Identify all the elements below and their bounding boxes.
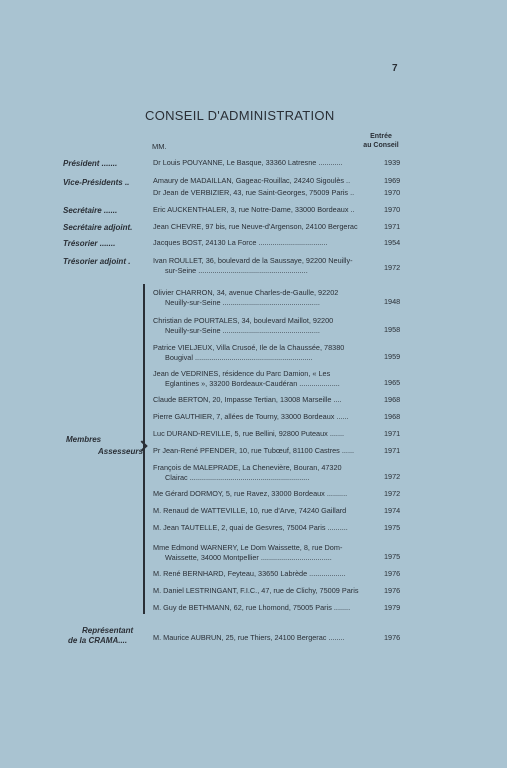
list-item: M. Daniel LESTRINGANT, F.I.C., 47, rue de Clichy, 75009 Paris — [153, 586, 359, 595]
list-item: Eric AUCKENTHALER, 3, rue Notre-Dame, 33000 Bordeaux .. — [153, 205, 355, 214]
list-item: Jean de VEDRINES, résidence du Parc Damion, « Les Eglantines », 33200 Bordeaux-Caudéran .................... — [153, 369, 340, 388]
entry-year: 1968 — [384, 395, 401, 404]
list-item: Christian de POURTALES, 34, boulevard Maillot, 92200 Neuilly-sur-Seine ................................................ — [153, 316, 334, 335]
entry-year: 1974 — [384, 506, 401, 515]
entry-year: 1939 — [384, 158, 401, 167]
entry-year: 1976 — [384, 586, 401, 595]
page-title: CONSEIL D'ADMINISTRATION — [145, 108, 335, 123]
list-item: Dr Louis POUYANNE, Le Basque, 33360 Latresne ............ — [153, 158, 343, 167]
entry-year: 1965 — [384, 378, 401, 387]
entry-year: 1972 — [384, 263, 401, 272]
list-item: Jacques BOST, 24130 La Force .................................. — [153, 238, 328, 247]
role-membres: Membres — [66, 435, 102, 444]
role-secretaire: Secrétaire ...... — [63, 206, 118, 215]
entry-year: 1971 — [384, 446, 401, 455]
list-item: M. René BERNHARD, Feyteau, 33650 Labrède .................. — [153, 569, 346, 578]
entry-year: 1976 — [384, 633, 401, 642]
role-president: Président ....... — [63, 159, 118, 168]
list-item: Pierre GAUTHIER, 7, allées de Tourny, 33000 Bordeaux ...... — [153, 412, 349, 421]
role-de-la-crama: de la CRAMA.... — [68, 636, 128, 645]
list-item: Jean CHEVRE, 97 bis, rue Neuve-d'Argenson, 24100 Bergerac — [153, 222, 358, 231]
entry-year: 1975 — [384, 523, 401, 532]
list-item: Dr Jean de VERBIZIER, 43, rue Saint-Georges, 75009 Paris .. — [153, 188, 355, 197]
list-item: François de MALEPRADE, La Chenevière, Bouran, 47320 Clairac ........................................................... — [153, 463, 342, 482]
role-tresorier: Trésorier ....... — [63, 239, 116, 248]
list-item: Claude BERTON, 20, Impasse Tertian, 13008 Marseille .... — [153, 395, 342, 404]
entry-year: 1968 — [384, 412, 401, 421]
page-number: 7 — [392, 63, 398, 74]
list-item: Mme Edmond WARNERY, Le Dom Waissette, 8, rue Dom- Waissette, 34000 Montpellier ................................... — [153, 543, 343, 562]
role-assesseurs: Assesseurs — [98, 447, 143, 456]
au-conseil-label: au Conseil — [363, 142, 399, 149]
entry-year: 1970 — [384, 188, 401, 197]
mm-label: MM. — [152, 142, 167, 151]
entry-year: 1979 — [384, 603, 401, 612]
entry-year: 1976 — [384, 569, 401, 578]
list-item: M. Guy de BETHMANN, 62, rue Lhomond, 75005 Paris ........ — [153, 603, 351, 612]
entree-label: Entrée — [370, 133, 392, 140]
entry-year: 1975 — [384, 552, 401, 561]
entry-year: 1971 — [384, 429, 401, 438]
role-representant: Représentant — [82, 626, 134, 635]
entry-year: 1970 — [384, 205, 401, 214]
entry-year: 1971 — [384, 222, 401, 231]
entree-au-conseil-header — [355, 132, 407, 150]
list-item: Patrice VIELJEUX, Villa Crusoé, Ile de la Chaussée, 78380 Bougival .......................................................... — [153, 343, 345, 362]
entry-year: 1972 — [384, 489, 401, 498]
entry-year: 1954 — [384, 238, 401, 247]
list-item: Pr Jean-René PFENDER, 10, rue Tubœuf, 81100 Castres ...... — [153, 446, 355, 455]
entry-year: 1972 — [384, 472, 401, 481]
list-item: Luc DURAND-REVILLE, 5, rue Bellini, 92800 Puteaux ....... — [153, 429, 345, 438]
list-item: M. Jean TAUTELLE, 2, quai de Gesvres, 75004 Paris .......... — [153, 523, 348, 532]
entry-year: 1958 — [384, 325, 401, 334]
list-item: Ivan ROULLET, 36, boulevard de la Saussaye, 92200 Neuilly- sur-Seine ...................................................... — [153, 256, 353, 275]
list-item: Amaury de MADAILLAN, Gageac-Rouillac, 24240 Sigoulès .. — [153, 176, 351, 185]
list-item: M. Renaud de WATTEVILLE, 10, rue d'Arve, 74240 Gaillard — [153, 506, 347, 515]
role-secretaire-adjoint: Secrétaire adjoint. — [63, 223, 133, 232]
role-vice-presidents: Vice-Présidents .. — [63, 178, 130, 187]
role-tresorier-adjoint: Trésorier adjoint . — [63, 257, 131, 266]
entry-year: 1959 — [384, 352, 401, 361]
list-item: Olivier CHARRON, 34, avenue Charles-de-Gaulle, 92202 Neuilly-sur-Seine ................................................ — [153, 288, 339, 307]
entry-year: 1969 — [384, 176, 401, 185]
list-item: Me Gérard DORMOY, 5, rue Ravez, 33000 Bordeaux .......... — [153, 489, 348, 498]
list-item: M. Maurice AUBRUN, 25, rue Thiers, 24100 Bergerac ........ — [153, 633, 345, 642]
entry-year: 1948 — [384, 297, 401, 306]
